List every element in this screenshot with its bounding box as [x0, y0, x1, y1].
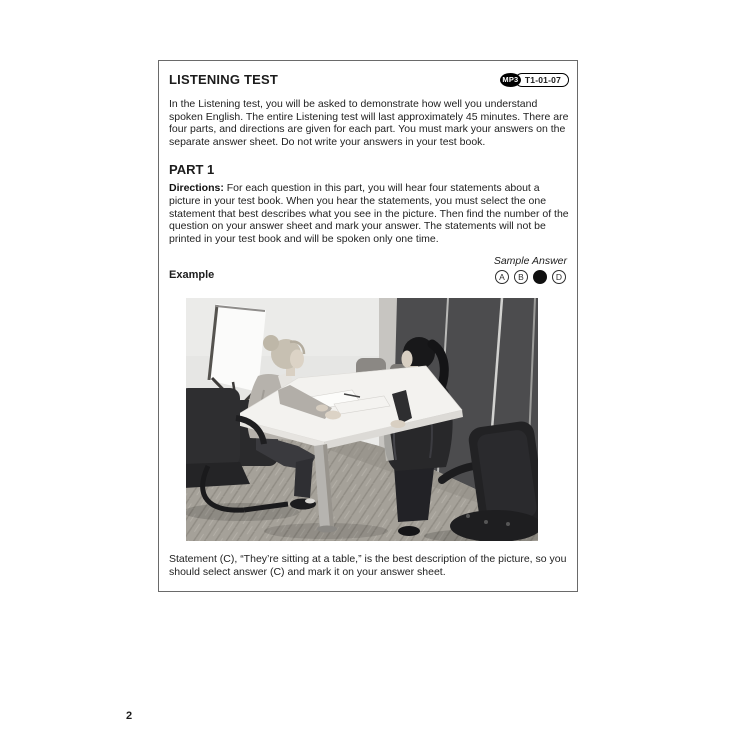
directions-label: Directions: [169, 182, 224, 195]
page-number: 2 [126, 710, 133, 722]
example-label: Example [169, 269, 215, 282]
page-title: LISTENING TEST [169, 72, 278, 87]
mp3-icon: MP3 [500, 73, 521, 87]
answer-options [494, 270, 567, 284]
answer-bubble-b: B [514, 270, 528, 284]
part1-directions [169, 182, 569, 245]
test-page-box [158, 60, 578, 592]
sample-answer-label: Sample Answer [493, 255, 567, 268]
answer-bubble-a: A [495, 270, 509, 284]
example-row [169, 255, 569, 284]
audio-track-badge [500, 73, 569, 87]
part1-heading: PART 1 [169, 162, 215, 178]
listening-test-intro: In the Listening test, you will be asked to demonstrate how well you understand spoken English. The entire Listening test will last approximately 45 minutes. There are four parts, and directions are given for each part. You must mark your answers on the separate answer sheet. Do not write your answers in your test book. [169, 98, 569, 148]
answer-bubble-c [533, 270, 547, 284]
example-photo [186, 298, 538, 541]
example-explanation: Statement (C), “They’re sitting at a table,” is the best description of the picture, so you should select answer (C) and mark it on your answer sheet. [169, 553, 567, 578]
audio-track-number: T1-01-07 [515, 73, 569, 87]
header-row [169, 70, 569, 89]
directions-text: For each question in this part, you will hear four statements about a picture in your test book. When you hear the statements, you must select the one statement that best describes what you see in the picture. Then find the number of the question on your answer sheet and mark your answer. The statements will not be printed in your test book and will be spoken only one time. [169, 182, 569, 245]
example-photo-illustration [186, 298, 538, 541]
answer-bubble-d: D [552, 270, 566, 284]
sample-answer-block [494, 255, 567, 284]
